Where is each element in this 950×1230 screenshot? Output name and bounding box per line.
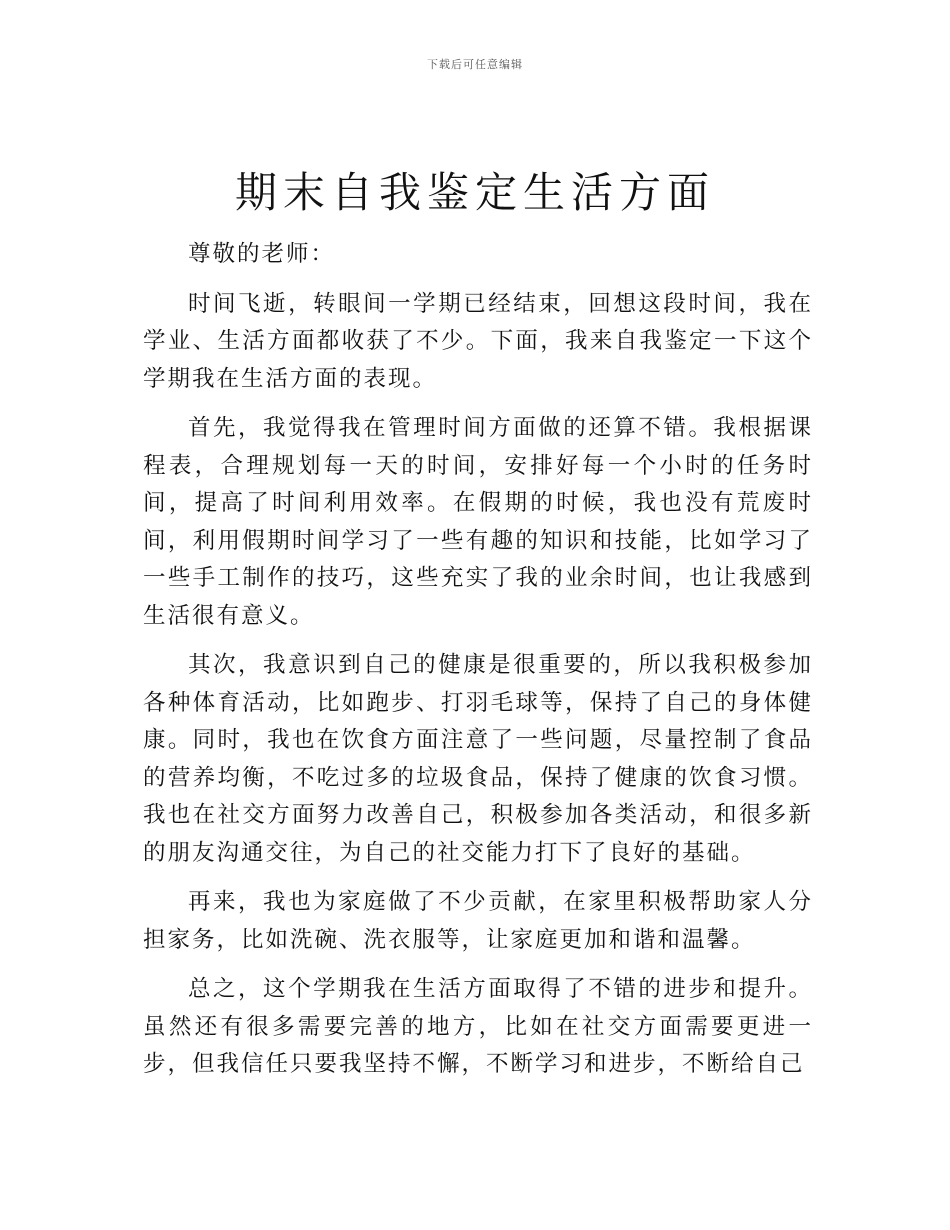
paragraph-health-social: 其次，我意识到自己的健康是很重要的，所以我积极参加各种体育活动，比如跑步、打羽毛球等，保持了自己的身体健康。同时，我也在饮食方面注意了一些问题，尽量控制了食品的营养均衡，不吃过多的垃圾食品，保持了健康的饮食习惯。我也在社交方面努力改善自己，积极参加各类活动，和很多新的朋友沟通交往，为自己的社交能力打下了良好的基础。 (143, 652, 813, 866)
paragraph-intro: 时间飞逝，转眼间一学期已经结束，回想这段时间，我在学业、生活方面都收获了不少。下面，我来自我鉴定一下这个学期我在生活方面的表现。 (143, 290, 813, 392)
paragraph-time-management: 首先，我觉得我在管理时间方面做的还算不错。我根据课程表，合理规划每一天的时间，安排好每一个小时的任务时间，提高了时间利用效率。在假期的时候，我也没有荒废时间，利用假期时间学习了一些有趣的知识和技能，比如学习了一些手工制作的技巧，这些充实了我的业余时间，也让我感到生活很有意义。 (143, 415, 813, 629)
header-note: 下载后可任意编辑 (427, 58, 523, 71)
document-title: 期末自我鉴定生活方面 (234, 168, 715, 217)
document-body (143, 236, 813, 1096)
paragraph-family: 再来，我也为家庭做了不少贡献，在家里积极帮助家人分担家务，比如洗碗、洗衣服等，让家庭更加和谐和温馨。 (143, 889, 813, 953)
paragraph-summary: 总之，这个学期我在生活方面取得了不错的进步和提升。虽然还有很多需要完善的地方，比如在社交方面需要更进一步，但我信任只要我坚持不懈，不断学习和进步，不断给自己 (143, 976, 813, 1077)
salutation: 尊敬的老师： (188, 241, 336, 267)
